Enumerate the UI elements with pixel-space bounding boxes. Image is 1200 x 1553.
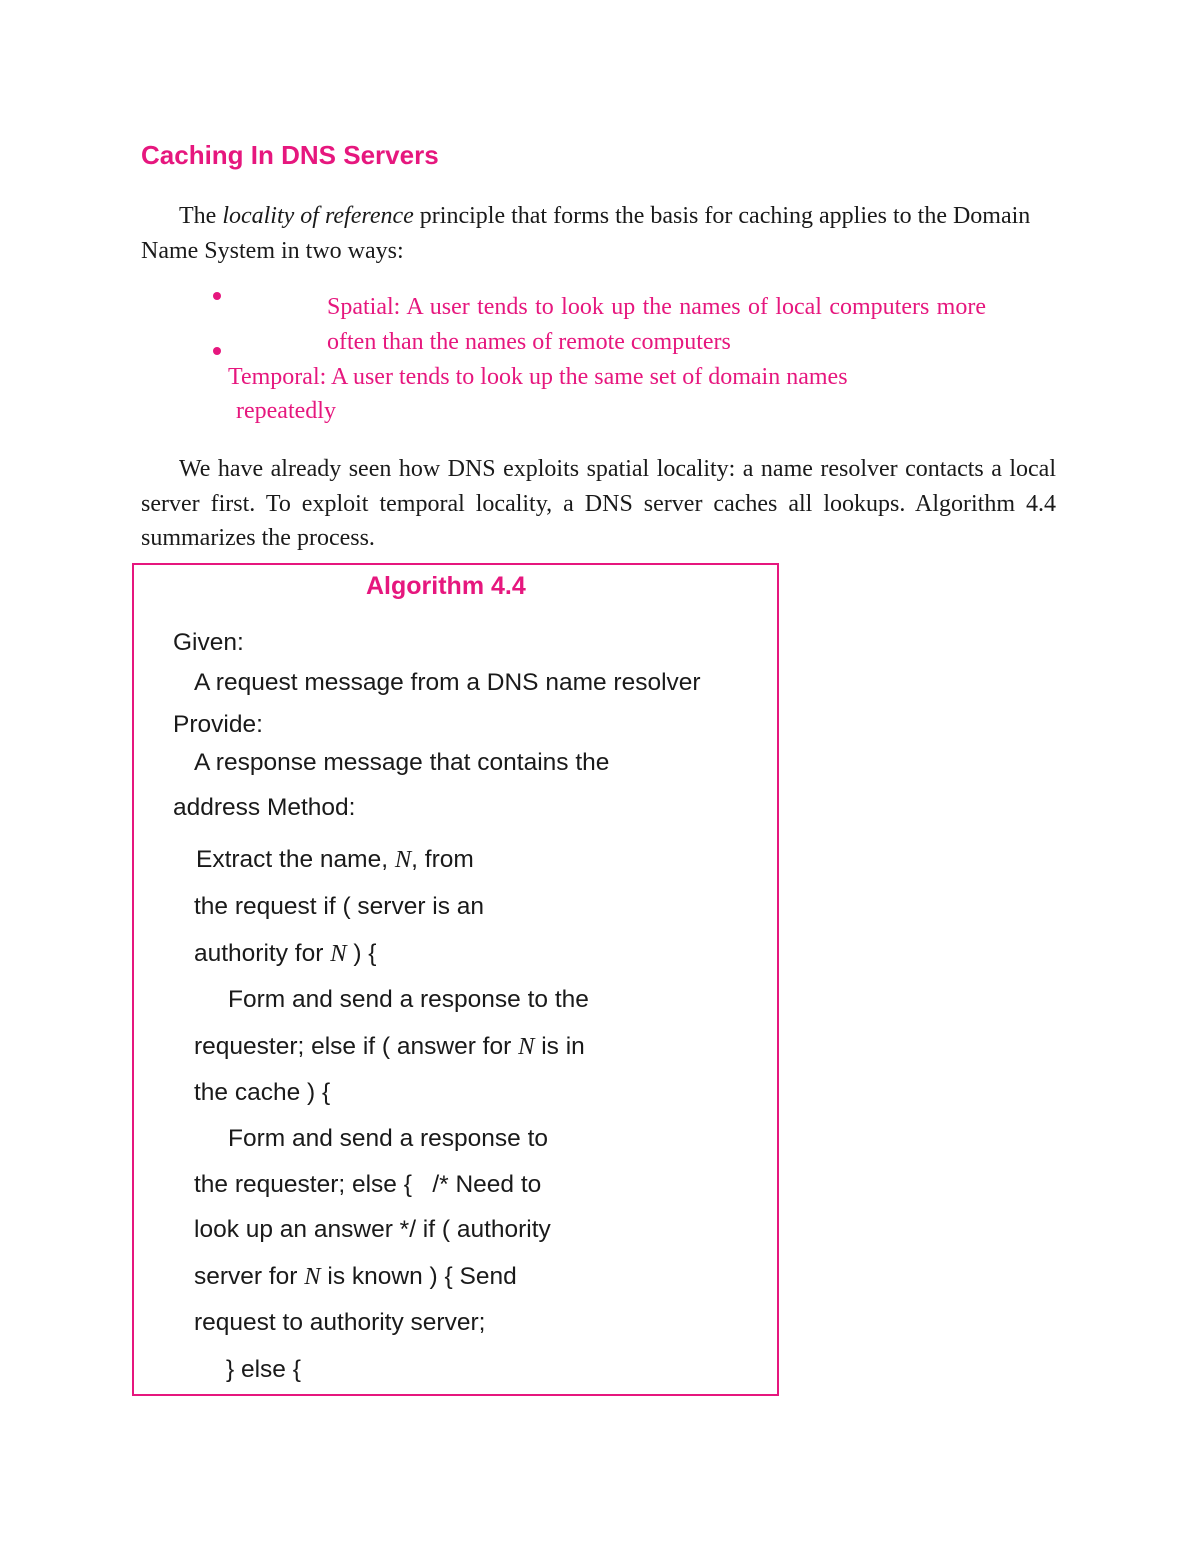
variable-n: N [518,1033,535,1060]
algo-line: requester; else if ( answer for N is in [194,1033,585,1060]
bullet-dot-icon [213,347,221,355]
algo-line: Extract the name, N, from [196,846,474,873]
bullet-temporal-line1: Temporal: A user tends to look up the same set of domain names [228,364,848,390]
variable-n: N [304,1263,321,1290]
bullet-dot-icon [213,292,221,300]
section-heading: Caching In DNS Servers [141,140,439,170]
intro-text-end: principle that forms the basis for caching applies to the Domain Name System in two ways: [141,203,1031,264]
bullet-spatial: Spatial: A user tends to look up the names of local computers more often than the names of remote computers [327,294,986,355]
algo-line: Form and send a response to [228,1125,549,1152]
variable-n: N [394,846,412,873]
algo-given-text: A request message from a DNS name resolver [194,669,701,696]
algo-given-label: Given: [173,629,244,656]
bullet-temporal-line2: repeatedly [236,398,336,424]
algo-provide-text: A response message that contains the [194,749,610,776]
intro-text-start: The [179,203,223,229]
intro-italic-term: locality of reference [222,203,414,229]
algo-line: authority for N ) { [194,940,377,967]
algo-line: server for N is known ) { Send [194,1263,517,1290]
body-paragraph: We have already seen how DNS exploits spatial locality: a name resolver contacts a local server first. To exploit temporal locality, a DNS server caches all lookups. Algorithm 4.4 summarizes the process. [141,456,1056,551]
algo-address-method: address Method: [173,794,356,821]
intro-paragraph [141,199,1056,268]
algo-line: } else { [226,1356,301,1383]
algo-line: look up an answer */ if ( authority [194,1216,551,1243]
algo-line: Form and send a response to the [228,986,589,1013]
variable-n: N [330,940,347,967]
algo-provide-label: Provide: [173,711,263,738]
algorithm-title: Algorithm 4.4 [366,572,526,600]
algo-line: the request if ( server is an [194,893,485,920]
algo-line: request to authority server; [194,1309,486,1336]
algo-line: the requester; else { /* Need to [194,1171,542,1198]
algo-line: the cache ) { [194,1079,331,1106]
